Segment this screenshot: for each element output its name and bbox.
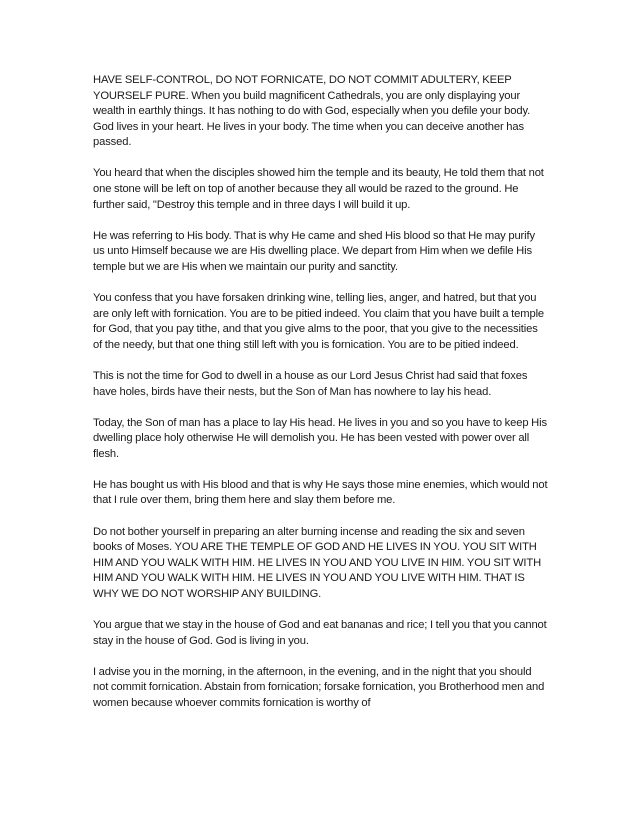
paragraph-8: Do not bother yourself in preparing an alter burning incense and reading the six and seven books of Moses. YOU ARE THE TEMPLE OF GOD AND HE LIVES IN YOU. YOU SIT WITH HIM AND YOU WALK WITH HIM. HE LIVES IN YOU AND YOU LIVE IN HIM. YOU SIT WITH HIM AND YOU WALK WITH HIM. HE LIVES IN YOU AND YOU LIVE WITH HIM. THAT IS WHY WE DO NOT WORSHIP ANY BUILDING.: [93, 525, 542, 600]
paragraph-7: He has bought us with His blood and that is why He says those mine enemies, which would not that I rule over them, bring them here and slay them before me.: [93, 478, 548, 507]
paragraph-10: I advise you in the morning, in the afternoon, in the evening, and in the night that you should not commit fornication. Abstain from fornication; forsake fornication, you Brotherhood men and women because whoever commits fornication is worthy of: [93, 665, 545, 709]
paragraph-9: You argue that we stay in the house of God and eat bananas and rice; I tell you that you cannot stay in the house of God. God is living in you.: [93, 619, 547, 647]
paragraph-4: You confess that you have forsaken drinking wine, telling lies, anger, and hatred, but that you are only left with fornication. You are to be pitied indeed. You claim that you have built a temple for God, that you pay tithe, and that you give alms to the poor, that you give to the necessities of the needy, but that one thing still left with you is fornication. You are to be pitied indeed.: [93, 292, 545, 351]
document-body: [93, 73, 549, 727]
paragraph-3: He was referring to His body. That is why He came and shed His blood so that He may purify us unto Himself because we are His dwelling place. We depart from Him when we defile His temple but we are His when we maintain our purity and sanctity.: [93, 229, 535, 273]
paragraph-5: This is not the time for God to dwell in a house as our Lord Jesus Christ had said that foxes have holes, birds have their nests, but the Son of Man has nowhere to lay his head.: [93, 369, 528, 398]
paragraph-6: Today, the Son of man has a place to lay His head. He lives in you and so you have to keep His dwelling place holy otherwise He will demolish you. He has been vested with power over all flesh.: [93, 416, 547, 460]
paragraph-2: You heard that when the disciples showed him the temple and its beauty, He told them that not one stone will be left on top of another because they all would be razed to the ground. He further said, "Destroy this temple and in three days I will build it up.: [93, 167, 544, 211]
paragraph-1: HAVE SELF-CONTROL, DO NOT FORNICATE, DO NOT COMMIT ADULTERY, KEEP YOURSELF PURE. When you build magnificent Cathedrals, you are only displaying your wealth in earthly things. It has nothing to do with God, especially when you defile your body. God lives in your heart. He lives in your body. The time when you can deceive another has passed.: [93, 74, 531, 149]
